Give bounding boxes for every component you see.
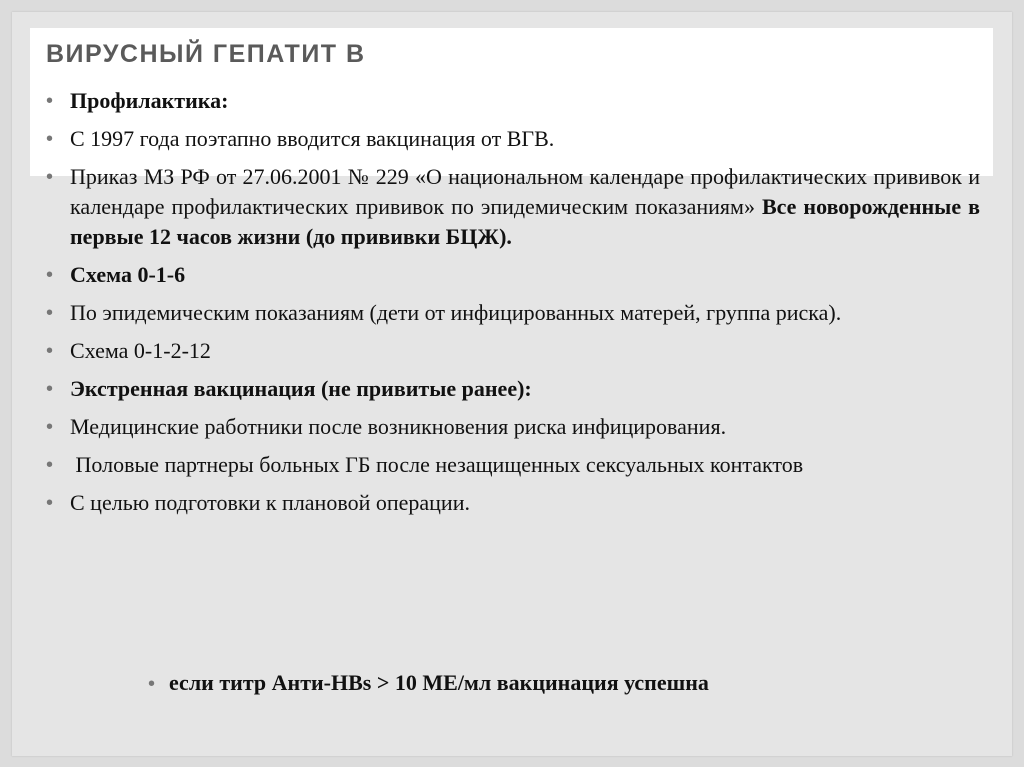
bullet-icon: • <box>46 416 54 438</box>
bullet-icon: • <box>46 166 54 188</box>
list-item <box>46 450 980 480</box>
bullet-text: Схема 0-1-6 <box>70 262 186 287</box>
slide-content <box>46 86 980 526</box>
bullet-text: С целью подготовки к плановой операции. <box>70 490 470 515</box>
bullet-text: По эпидемическим показаниям (дети от инфицированных матерей, группа риска). <box>70 300 842 325</box>
list-item <box>46 336 980 366</box>
bullet-icon: • <box>46 378 54 400</box>
bullet-icon: • <box>46 492 54 514</box>
bullet-list <box>46 86 980 518</box>
slide-title: ВИРУСНЫЙ ГЕПАТИТ В <box>46 40 366 68</box>
bullet-text: Экстренная вакцинация (не привитые ранее): <box>70 376 532 401</box>
bullet-icon: • <box>46 454 54 476</box>
list-item <box>46 374 980 404</box>
bullet-icon: • <box>46 128 54 150</box>
list-item <box>46 412 980 442</box>
list-item <box>46 86 980 116</box>
bullet-text: Медицинские работники после возникновения риска инфицирования. <box>70 414 727 439</box>
list-item <box>46 124 980 154</box>
bullet-icon: • <box>46 302 54 324</box>
bullet-text: Профилактика: <box>70 88 229 113</box>
bullet-icon: • <box>148 673 156 695</box>
bullet-icon: • <box>46 90 54 112</box>
bullet-text: Приказ МЗ РФ от 27.06.2001 № 229 «О национальном календаре профилактических прививок и календаре профилактических прививок по эпидемическим показаниям» <box>70 164 980 219</box>
list-item <box>46 298 980 328</box>
bullet-icon: • <box>46 264 54 286</box>
bullet-text: Схема 0-1-2-12 <box>70 338 211 363</box>
list-item <box>46 488 980 518</box>
bullet-text: Половые партнеры больных ГБ после незащищенных сексуальных контактов <box>70 452 804 477</box>
bullet-icon: • <box>46 340 54 362</box>
sub-bullet-text: если титр Анти-HBs > 10 МЕ/мл вакцинация успешна <box>169 670 709 695</box>
sub-bullet <box>148 668 709 699</box>
bullet-bold-text: Все новорожденные в первые 12 часов жизни (до прививки БЦЖ). <box>70 194 980 249</box>
list-item <box>46 162 980 252</box>
bullet-text: С 1997 года поэтапно вводится вакцинация от ВГВ. <box>70 126 555 151</box>
list-item <box>46 260 980 290</box>
